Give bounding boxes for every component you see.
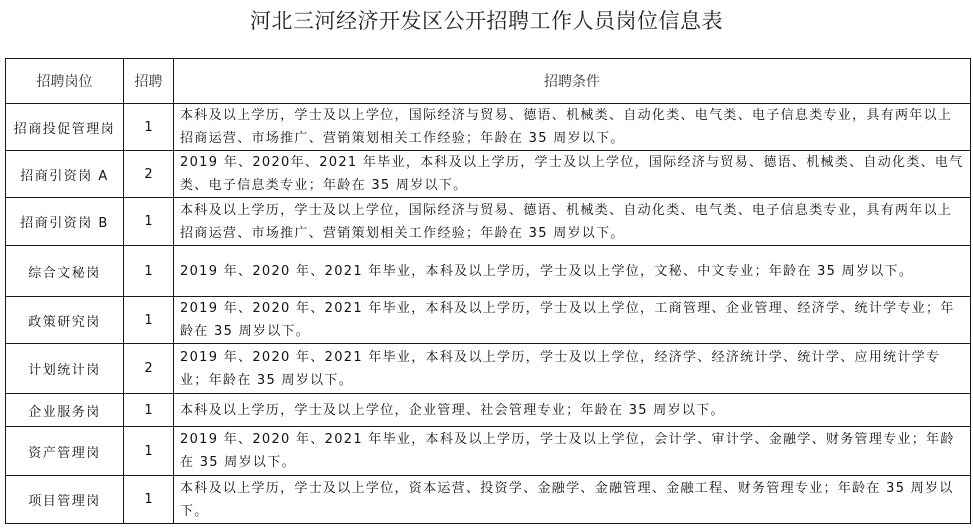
count-cell: 1: [124, 297, 174, 344]
position-cell: 综合文秘岗: [6, 246, 124, 297]
header-count: 招聘: [124, 59, 174, 104]
table-row: [6, 246, 971, 297]
requirements-cell: 2019 年、2020 年、2021 年毕业，本科及以上学历，学士及以上学位，文秘、中文专业；年龄在 35 周岁以下。: [174, 246, 971, 297]
position-cell: 计划统计岗: [6, 344, 124, 394]
table-header-row: [6, 59, 971, 104]
count-cell: 2: [124, 151, 174, 198]
table-row: [6, 344, 971, 394]
header-requirements: 招聘条件: [174, 59, 971, 104]
position-cell: 企业服务岗: [6, 394, 124, 427]
header-position: 招聘岗位: [6, 59, 124, 104]
page-title: 河北三河经济开发区公开招聘工作人员岗位信息表: [250, 9, 723, 33]
count-cell: 1: [124, 476, 174, 524]
requirements-cell: 本科及以上学历，学士及以上学位，资本运营、投资学、金融学、金融管理、金融工程、财务管理专业；年龄在 35 周岁以下。: [174, 476, 971, 524]
table-row: [6, 198, 971, 246]
position-cell: 项目管理岗: [6, 476, 124, 524]
count-cell: 1: [124, 104, 174, 151]
position-cell: 招商引资岗 B: [6, 198, 124, 246]
table-row: [6, 427, 971, 476]
requirements-cell: 本科及以上学历，学士及以上学位，国际经济与贸易、德语、机械类、自动化类、电气类、电子信息类专业，具有两年以上招商运营、市场推广、营销策划相关工作经验；年龄在 35 周岁以下。: [174, 198, 971, 246]
job-info-table: [5, 58, 971, 524]
count-cell: 2: [124, 344, 174, 394]
table-row: [6, 104, 971, 151]
count-cell: 1: [124, 427, 174, 476]
position-cell: 资产管理岗: [6, 427, 124, 476]
count-cell: 1: [124, 394, 174, 427]
count-cell: 1: [124, 198, 174, 246]
requirements-cell: 2019 年、2020 年、2021 年毕业，本科及以上学历，学士及以上学位，工商管理、企业管理、经济学、统计学专业；年龄在 35 周岁以下。: [174, 297, 971, 344]
requirements-cell: 本科及以上学历，学士及以上学位，企业管理、社会管理专业；年龄在 35 周岁以下。: [174, 394, 971, 427]
requirements-cell: 本科及以上学历，学士及以上学位，国际经济与贸易、德语、机械类、自动化类、电气类、电子信息类专业，具有两年以上招商运营、市场推广、营销策划相关工作经验；年龄在 35 周岁以下。: [174, 104, 971, 151]
position-cell: 招商引资岗 A: [6, 151, 124, 198]
position-cell: 招商投促管理岗: [6, 104, 124, 151]
requirements-cell: 2019 年、2020年、2021 年毕业，本科及以上学历，学士及以上学位，国际经济与贸易、德语、机械类、自动化类、电气类、电子信息类专业；年龄在 35 周岁以下。: [174, 151, 971, 198]
position-cell: 政策研究岗: [6, 297, 124, 344]
table-row: [6, 297, 971, 344]
requirements-cell: 2019 年、2020 年、2021 年毕业，本科及以上学历，学士及以上学位，经济学、经济统计学、统计学、应用统计学专业；年龄在 35 周岁以下。: [174, 344, 971, 394]
count-cell: 1: [124, 246, 174, 297]
table-row: [6, 394, 971, 427]
table-row: [6, 151, 971, 198]
table-row: [6, 476, 971, 524]
requirements-cell: 2019 年、2020 年、2021 年毕业，本科及以上学历，学士及以上学位，会计学、审计学、金融学、财务管理专业；年龄在 35 周岁以下。: [174, 427, 971, 476]
